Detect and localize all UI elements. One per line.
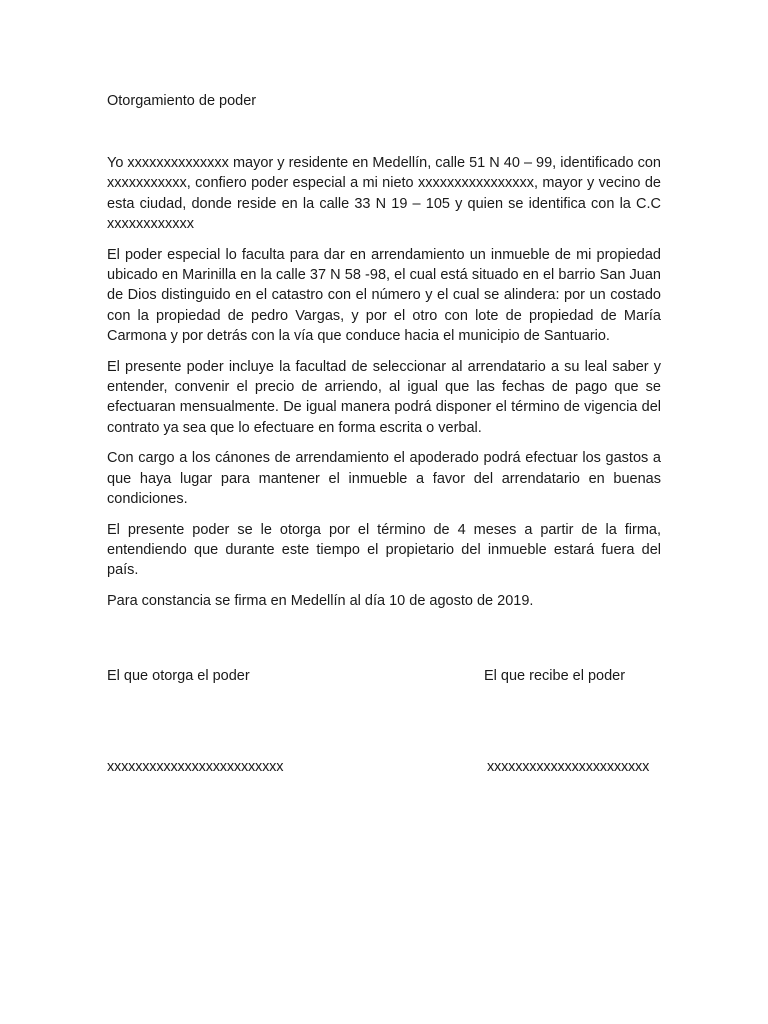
- grantee-signature-name: xxxxxxxxxxxxxxxxxxxxxxx: [487, 759, 650, 775]
- paragraph-faculties: El presente poder incluye la facultad de seleccionar al arrendatario a su leal saber y entender, convenir el precio de arriendo, al igual que las fechas de pago que se efectuaran mensualmente. De igual manera podrá disponer el término de vigencia del contrato ya sea que lo efectuare en forma escrita o verbal.: [107, 358, 661, 436]
- document-body: [107, 153, 661, 621]
- grantor-signature-name: xxxxxxxxxxxxxxxxxxxxxxxxx: [107, 759, 284, 775]
- paragraph-powers: El poder especial lo faculta para dar en arrendamiento un inmueble de mi propiedad ubicado en Marinilla en la calle 37 N 58 -98, el cual está situado en el barrio San Juan de Dios distinguido en el catastro con el número y el cual se alindera: por un costado con la propiedad de pedro Vargas, y por el otro con lote de propiedad de María Carmona y por detrás con la vía que conduce hacia el municipio de Santuario.: [107, 246, 661, 345]
- grantor-signature-label: El que otorga el poder: [107, 668, 250, 684]
- document-title: Otorgamiento de poder: [107, 93, 257, 109]
- paragraph-expenses: Con cargo a los cánones de arrendamiento el apoderado podrá efectuar los gastos a que haya lugar para mantener el inmueble a favor del arrendatario en buenas condiciones.: [107, 450, 661, 508]
- paragraph-grant: Yo xxxxxxxxxxxxxx mayor y residente en Medellín, calle 51 N 40 – 99, identificado con xxxxxxxxxxx, confiero poder especial a mi nieto xxxxxxxxxxxxxxxx, mayor y vecino de esta ciudad, donde reside en la calle 33 N 19 – 105 y quien se identifica con la C.C xxxxxxxxxxxx: [107, 155, 661, 233]
- paragraph-term: El presente poder se le otorga por el término de 4 meses a partir de la firma, entendiendo que durante este tiempo el propietario del inmueble estará fuera del país.: [107, 521, 661, 579]
- grantee-signature-label: El que recibe el poder: [484, 668, 626, 684]
- paragraph-signing-date: Para constancia se firma en Medellín al día 10 de agosto de 2019.: [107, 592, 534, 609]
